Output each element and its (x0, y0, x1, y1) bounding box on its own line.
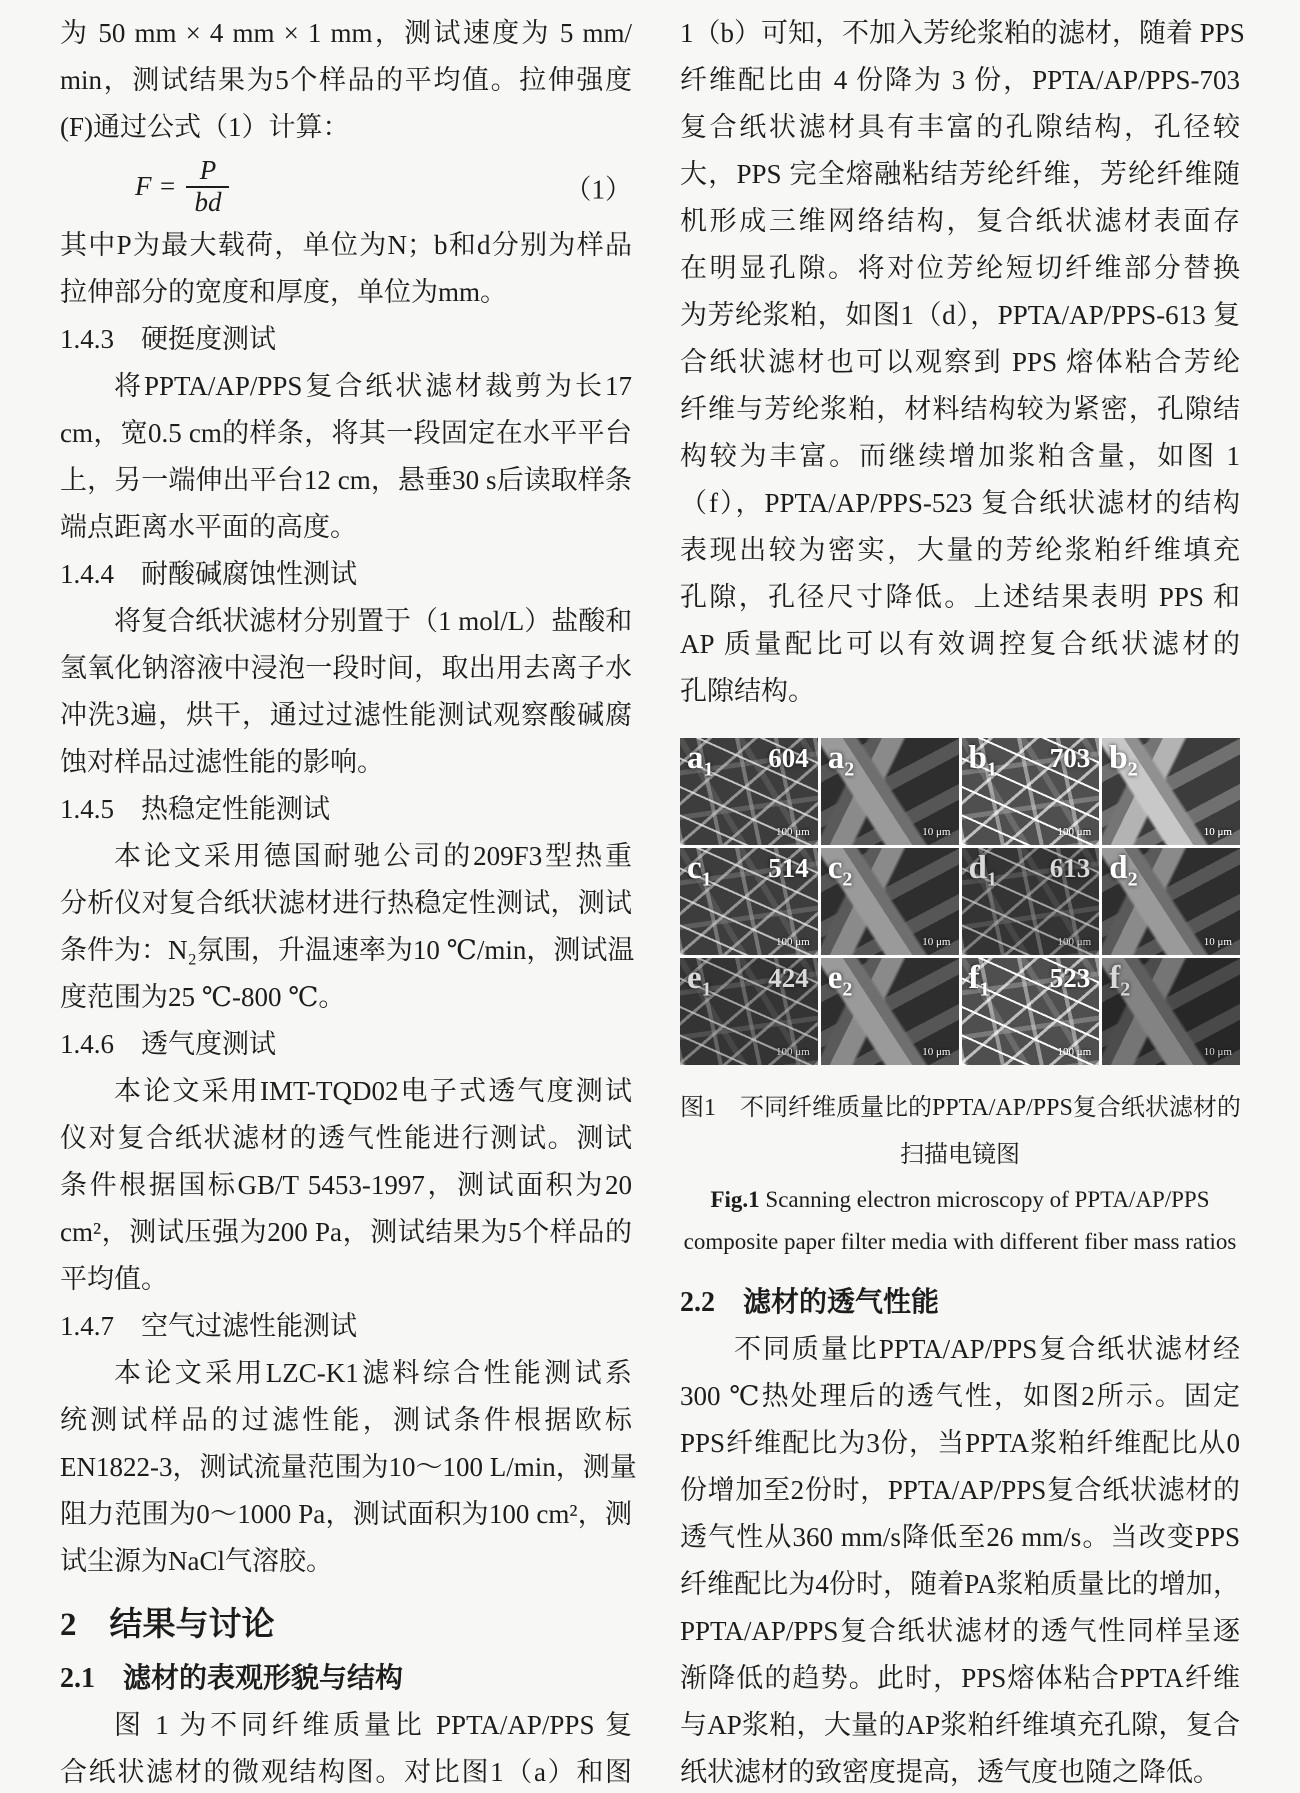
right-column (680, 10, 1245, 1793)
scale-bar: 100 μm (776, 826, 810, 838)
subsection-heading-1-4-4: 1.4.4 耐酸碱腐蚀性测试 (60, 559, 357, 589)
tile-ratio-number: 424 (768, 963, 809, 993)
sem-tile-b1 (962, 738, 1100, 845)
scale-bar: 100 μm (776, 936, 810, 948)
body-line: 条件为：N₂氛围，升温速率为10 ℃/min，测试温 (60, 935, 635, 965)
figure-caption-en-line2: composite paper filter media with different fiber mass ratios (683, 1229, 1237, 1254)
body-line: 图 1 为不同纤维质量比 PPTA/AP/PPS 复 (114, 1710, 632, 1740)
tile-ratio-number: 604 (768, 743, 809, 773)
sem-tile-f1 (962, 958, 1100, 1065)
left-column (60, 10, 637, 1793)
body-line: 渐降低的趋势。此时，PPS熔体粘合PPTA纤维 (680, 1663, 1240, 1693)
body-line: PPS纤维配比为3份，当PPTA浆粕纤维配比从0 (680, 1428, 1240, 1458)
scale-bar: 100 μm (1057, 826, 1092, 838)
subsection-heading-2-2: 2.2 滤材的透气性能 (680, 1287, 940, 1318)
scale-bar: 10 μm (1203, 936, 1232, 948)
body-line: 不同质量比PPTA/AP/PPS复合纸状滤材经 (734, 1334, 1240, 1364)
tile-ratio-number: 523 (1049, 963, 1091, 993)
scale-bar: 10 μm (922, 1046, 951, 1058)
tile-label: $e_1$ (687, 960, 712, 1001)
body-line: 表现出较为密实，大量的芳纶浆粕纤维填充 (680, 535, 1240, 565)
body-line: 拉伸部分的宽度和厚度，单位为mm。 (60, 277, 508, 307)
body-line: PPTA/AP/PPS复合纸状滤材的透气性同样呈逐 (680, 1616, 1240, 1646)
scale-bar: 10 μm (922, 826, 951, 838)
tile-label: $a_1$ (687, 740, 714, 781)
body-line: 度范围为25 ℃-800 ℃。 (60, 982, 346, 1012)
scale-bar: 10 μm (922, 936, 951, 948)
equation-lhs: F = (135, 171, 177, 201)
sem-tile-c1 (680, 848, 818, 955)
body-line: EN1822-3，测试流量范围为10～100 L/min，测量 (60, 1452, 637, 1482)
body-line: 与AP浆粕，大量的AP浆粕纤维填充孔隙，复合 (680, 1710, 1240, 1740)
tile-label: $c_2$ (827, 850, 853, 891)
body-line: 统测试样品的过滤性能，测试条件根据欧标 (60, 1405, 632, 1435)
body-line: 为 50 mm × 4 mm × 1 mm，测试速度为 5 mm/ (60, 18, 632, 48)
body-line: 复合纸状滤材具有丰富的孔隙结构，孔径较 (680, 112, 1240, 142)
sem-grid (680, 738, 1240, 1065)
body-line: 本论文采用德国耐驰公司的209F3型热重 (114, 841, 632, 871)
figure-1-sem-micrographs (680, 738, 1240, 1263)
body-line: 纤维与芳纶浆粕，材料结构较为紧密，孔隙结 (680, 394, 1240, 424)
body-line: 纸状滤材的致密度提高，透气度也随之降低。 (680, 1757, 1220, 1787)
tile-label: $d_1$ (968, 850, 997, 891)
body-line: 机形成三维网络结构，复合纸状滤材表面存 (680, 206, 1240, 236)
tile-label: $a_2$ (827, 740, 855, 781)
equation-fraction (186, 156, 229, 217)
section-heading-2: 2 结果与讨论 (60, 1607, 275, 1643)
body-line: 平均值。 (60, 1264, 168, 1294)
body-line: (F)通过公式（1）计算： (60, 112, 350, 142)
equation-number: （1） (564, 174, 632, 204)
body-line: 孔隙，孔径尺寸降低。上述结果表明 PPS 和 (680, 582, 1240, 612)
body-line: cm²，测试压强为200 Pa，测试结果为5个样品的 (60, 1217, 632, 1247)
tile-label: $b_1$ (968, 740, 997, 781)
scale-bar: 100 μm (776, 1046, 810, 1058)
body-line: 仪对复合纸状滤材的透气性能进行测试。测试 (60, 1123, 632, 1153)
body-line: 蚀对样品过滤性能的影响。 (60, 747, 384, 777)
subsection-heading-1-4-6: 1.4.6 透气度测试 (60, 1029, 276, 1059)
tile-label: $f_2$ (1109, 960, 1131, 1001)
figure-caption-en-line1: Fig.1 Scanning electron microscopy of PPTA/AP/PPS (710, 1187, 1210, 1212)
scale-bar: 100 μm (1057, 1046, 1092, 1058)
sem-tile-d1 (962, 848, 1100, 955)
fraction-denominator: bd (186, 186, 229, 218)
body-line: 本论文采用IMT-TQD02电子式透气度测试 (114, 1076, 632, 1106)
body-line: 在明显孔隙。将对位芳纶短切纤维部分替换 (680, 253, 1240, 283)
body-line: 其中P为最大载荷，单位为N；b和d分别为样品 (60, 230, 632, 260)
body-line: 份增加至2份时，PPTA/AP/PPS复合纸状滤材的 (680, 1475, 1240, 1505)
body-line: 将PPTA/AP/PPS复合纸状滤材裁剪为长17 (114, 371, 632, 401)
body-line: 本论文采用LZC-K1滤料综合性能测试系 (114, 1358, 632, 1388)
tile-label: $e_2$ (827, 960, 853, 1001)
body-line: 条件根据国标GB/T 5453-1997，测试面积为20 (60, 1170, 632, 1200)
sem-tile-e1 (680, 958, 818, 1065)
sem-tile-a2 (821, 738, 959, 845)
tile-label: $b_2$ (1109, 740, 1138, 781)
sem-tile-d2 (1102, 848, 1240, 955)
figure-caption-zh-line1: 图1 不同纤维质量比的PPTA/AP/PPS复合纸状滤材的 (680, 1095, 1241, 1121)
body-line: 1（b）可知，不加入芳纶浆粕的滤材，随着 PPS (680, 18, 1245, 48)
body-line: AP 质量配比可以有效调控复合纸状滤材的 (680, 629, 1240, 659)
subsection-heading-2-1: 2.1 滤材的表观形貌与结构 (60, 1663, 404, 1694)
body-line: 阻力范围为0～1000 Pa，测试面积为100 cm²，测 (60, 1499, 632, 1529)
body-line: 上，另一端伸出平台12 cm，悬垂30 s后读取样条 (60, 465, 632, 495)
equation-1 (60, 151, 632, 222)
body-line: min，测试结果为5个样品的平均值。拉伸强度 (60, 65, 632, 95)
subsection-heading-1-4-5: 1.4.5 热稳定性能测试 (60, 794, 330, 824)
body-line: 构较为丰富。而继续增加浆粕含量，如图 1 (680, 441, 1240, 471)
sem-tile-c2 (821, 848, 959, 955)
body-line: cm，宽0.5 cm的样条，将其一段固定在水平平台 (60, 418, 632, 448)
body-line: 合纸状滤材也可以观察到 PPS 熔体粘合芳纶 (680, 347, 1240, 377)
tile-ratio-number: 703 (1049, 743, 1091, 773)
tile-ratio-number: 613 (1049, 853, 1091, 883)
body-line: 氢氧化钠溶液中浸泡一段时间，取出用去离子水 (60, 653, 632, 683)
body-line: 为芳纶浆粕，如图1（d），PPTA/AP/PPS-613 复 (680, 300, 1240, 330)
body-line: 透气性从360 mm/s降低至26 mm/s。当改变PPS (680, 1522, 1240, 1552)
body-line: 纤维配比为4份时，随着PA浆粕质量比的增加， (680, 1569, 1240, 1599)
body-line: 300 ℃热处理后的透气性，如图2所示。固定 (680, 1381, 1240, 1411)
scale-bar: 10 μm (1203, 826, 1232, 838)
body-line: 端点距离水平面的高度。 (60, 512, 357, 542)
tile-label: $c_1$ (687, 850, 712, 891)
figure-caption-zh-line2: 扫描电镜图 (900, 1142, 1020, 1168)
body-line: 冲洗3遍，烘干，通过过滤性能测试观察酸碱腐 (60, 700, 632, 730)
body-line: （f），PPTA/AP/PPS-523 复合纸状滤材的结构 (680, 488, 1240, 518)
body-line: 试尘源为NaCl气溶胶。 (60, 1546, 333, 1576)
subsection-heading-1-4-7: 1.4.7 空气过滤性能测试 (60, 1311, 357, 1341)
body-line: 合纸状滤材的微观结构图。对比图1（a）和图 (60, 1757, 632, 1787)
figure-number-en: Fig.1 (710, 1187, 760, 1212)
subsection-heading-1-4-3: 1.4.3 硬挺度测试 (60, 324, 276, 354)
body-line: 大，PPS 完全熔融粘结芳纶纤维，芳纶纤维随 (680, 159, 1240, 189)
sem-tile-a1 (680, 738, 818, 845)
fraction-numerator: P (199, 154, 217, 185)
body-line: 分析仪对复合纸状滤材进行热稳定性测试，测试 (60, 888, 632, 918)
scale-bar: 10 μm (1203, 1046, 1232, 1058)
sem-tile-f2 (1102, 958, 1240, 1065)
scale-bar: 100 μm (1057, 936, 1092, 948)
body-line: 将复合纸状滤材分别置于（1 mol/L）盐酸和 (114, 606, 633, 636)
body-line: 孔隙结构。 (680, 676, 815, 706)
tile-ratio-number: 514 (768, 853, 809, 883)
body-line: 纤维配比由 4 份降为 3 份，PPTA/AP/PPS-703 (680, 65, 1240, 95)
sem-tile-e2 (821, 958, 959, 1065)
tile-label: $d_2$ (1109, 850, 1138, 891)
tile-label: $f_1$ (968, 960, 990, 1001)
sem-tile-b2 (1102, 738, 1240, 845)
